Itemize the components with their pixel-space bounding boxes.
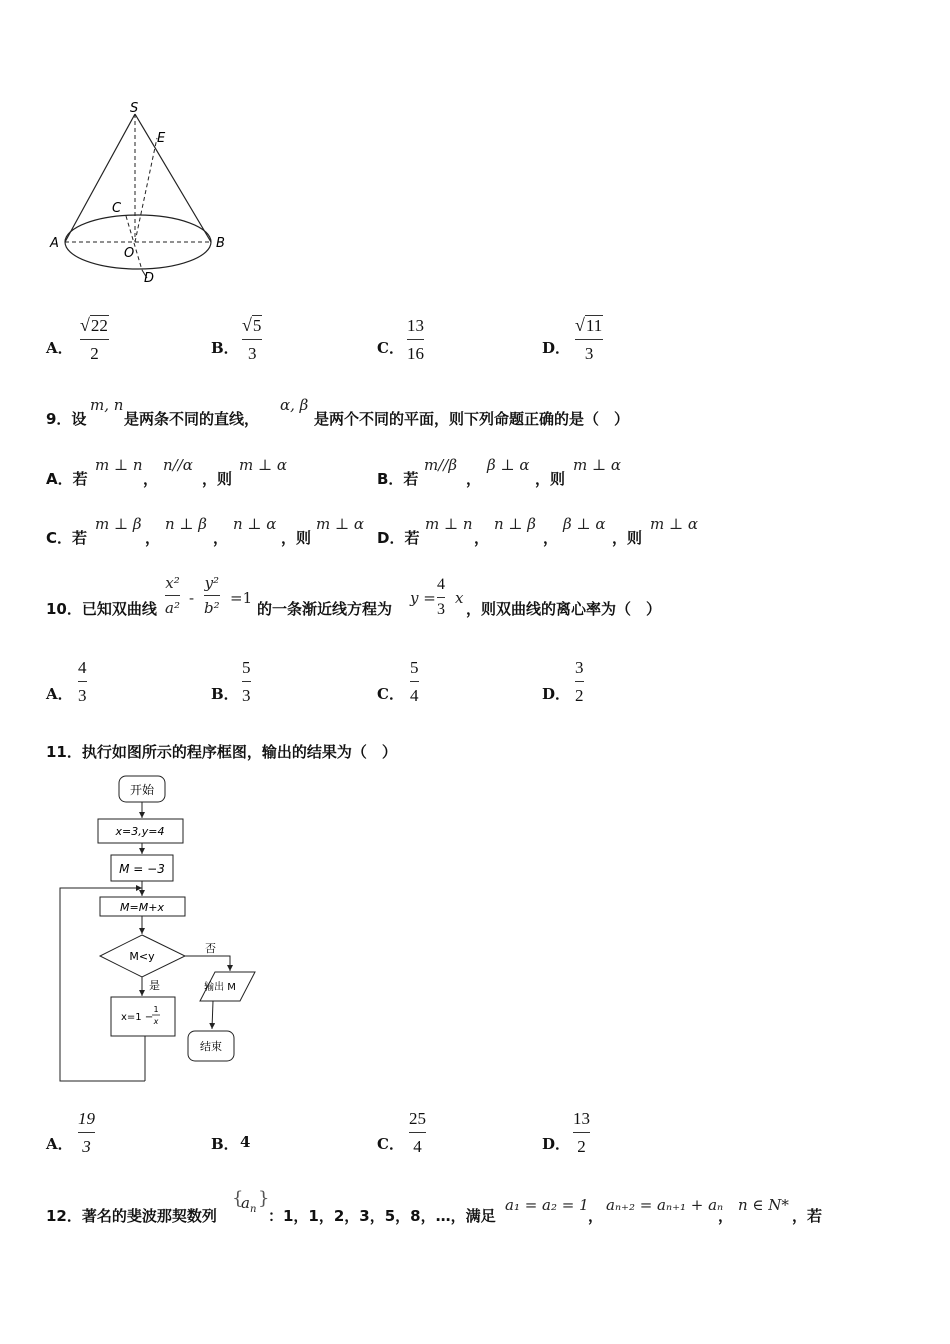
option-numerator: 13 [573,1109,590,1128]
flow-start-label: 开始 [129,783,155,797]
option-letter: D． [542,339,571,357]
option-fraction [78,657,87,706]
option-numerator: 25 [409,1109,426,1128]
option-denominator: 2 [575,686,584,705]
hyperbola-y-term [204,574,220,617]
separator: ， [143,470,159,488]
option-denominator: 3 [247,344,257,363]
option-letter: B．若 [377,470,419,488]
option-fraction: √22 2 [80,315,108,363]
brace-left: { [232,1188,244,1209]
option-letter: A． [46,1135,73,1153]
brace-right: } [258,1188,270,1209]
option-letter: C． [377,685,404,703]
flow-assign-label: x=1 − [121,1012,154,1023]
math-condition: m ⊥ β [95,515,142,533]
slope-denominator: 3 [437,601,445,618]
option-denominator: 3 [242,686,251,705]
option-letter: B． [211,339,239,357]
math-condition: n ⊥ β [494,515,536,533]
option-numerator: 13 [407,316,424,335]
option-letter: C． [377,1135,404,1153]
separator: ， [474,529,490,547]
flowchart [55,772,270,1087]
b-squared: b² [204,599,220,617]
option-denominator: 3 [82,1137,91,1156]
math-condition: β ⊥ α [487,456,530,474]
option-fraction: √11 3 [575,315,603,363]
math-condition: m ⊥ α [650,515,698,533]
separator: ，则 [281,529,312,547]
math-condition: m ⊥ n [95,456,143,474]
q9-stem-suffix: 是两个不同的平面，则下列命题正确的是（ ） [314,410,630,428]
option-letter: D． [542,1135,571,1153]
label-C: C [112,201,122,216]
option-value: 4 [240,1133,251,1151]
flow-condition-label: M<y [129,950,155,963]
separator: ， [213,529,229,547]
option-fraction [410,657,419,706]
flow-yes-label: 是 [149,979,160,992]
option-denominator: 16 [407,344,424,363]
a-squared: a² [165,599,180,617]
q10-mid: 的一条渐近线方程为 [257,600,393,618]
separator: ，则 [535,470,566,488]
q12-prefix: 12．著名的斐波那契数列 [46,1207,217,1225]
q12-condition-1: a₁ = a₂ = 1 [505,1196,589,1214]
option-numerator: 4 [78,658,87,677]
option-denominator: 3 [584,344,594,363]
option-denominator: 2 [90,344,99,363]
option-denominator: 4 [410,686,419,705]
q11-stem: 11．执行如图所示的程序框图，输出的结果为（ ） [46,743,397,761]
option-fraction [407,315,424,364]
cone-figure [40,96,240,288]
flow-init-label: x=3,y=4 [115,825,165,838]
option-letter: B． [211,1135,239,1153]
separator: ，则 [202,470,233,488]
option-letter: C．若 [46,529,88,547]
option-numerator: 5 [242,658,251,677]
separator: ， [718,1207,734,1225]
option-numerator: 11 [585,316,603,335]
math-condition: m ⊥ α [239,456,287,474]
separator: ， [466,470,482,488]
asymptote-slope [437,576,445,619]
slope-numerator: 4 [437,576,445,593]
q12-condition-2: aₙ₊₂ = aₙ₊₁ + aₙ [606,1196,724,1214]
math-condition: m ⊥ n [425,515,473,533]
q9-vars-planes: α, β [280,396,309,414]
option-letter: A．若 [46,470,88,488]
flow-m-init-label: M = −3 [119,862,165,876]
q9-stem-mid: 是两条不同的直线， [124,410,260,428]
x-squared: x² [165,574,180,592]
option-denominator: 4 [413,1137,422,1156]
asymptote-x: x [455,589,464,607]
minus-sign: - [189,589,195,607]
option-fraction [573,1108,590,1157]
math-condition: n ⊥ β [165,515,207,533]
option-letter: A． [46,685,73,703]
option-numerator: 3 [575,658,584,677]
math-condition: n ⊥ α [233,515,277,533]
math-condition: n//α [163,456,193,474]
option-fraction [242,657,251,706]
option-numerator: 5 [252,316,262,335]
label-B: B [216,236,225,251]
q10-prefix: 10．已知双曲线 [46,600,157,618]
math-condition: m ⊥ α [316,515,364,533]
option-fraction: √5 3 [242,315,262,363]
separator: ， [145,529,161,547]
q9-stem-prefix: 9．设 [46,410,87,428]
option-letter: A． [46,339,73,357]
separator: ，则 [612,529,643,547]
option-denominator: 3 [78,686,87,705]
label-S: S [130,101,139,116]
label-A: A [50,236,59,251]
separator: ， [543,529,559,547]
hyperbola-x-term [165,574,180,617]
q12-sequence-text: ：1，1，2，3，5，8，…，满足 [268,1207,496,1225]
option-letter: D．若 [377,529,420,547]
asymptote-lhs: y = [410,589,436,607]
option-numerator: 22 [90,316,108,335]
flow-update-label: M=M+x [120,901,164,914]
option-denominator: 2 [577,1137,586,1156]
flow-assign-num: 1 [153,1005,159,1014]
option-numerator: 5 [410,658,419,677]
option-fraction [78,1108,95,1157]
option-fraction [575,657,584,706]
equals-one: =1 [230,589,253,607]
q12-suffix: ，若 [792,1207,823,1225]
flow-assign-den: x [153,1017,159,1026]
q10-suffix: ，则双曲线的离心率为（ ） [466,600,662,618]
label-D: D [144,271,155,286]
flow-output-label: 输出 M [204,982,236,993]
q12-condition-3: n ∈ N* [738,1196,789,1214]
math-condition: m ⊥ α [573,456,621,474]
separator: ， [588,1207,604,1225]
option-letter: C． [377,339,404,357]
sequence-symbol: $a_n$ [241,1194,257,1215]
label-E: E [157,131,166,146]
math-condition: m//β [424,456,458,474]
y-squared: y² [204,574,220,592]
label-O: O [124,246,135,261]
flow-no-label: 否 [205,942,216,955]
flow-end-label: 结束 [200,1040,222,1053]
option-fraction [409,1108,426,1157]
q9-vars-lines: m, n [90,396,124,414]
option-letter: B． [211,685,239,703]
math-condition: β ⊥ α [563,515,606,533]
option-numerator: 19 [78,1109,95,1128]
option-letter: D． [542,685,571,703]
